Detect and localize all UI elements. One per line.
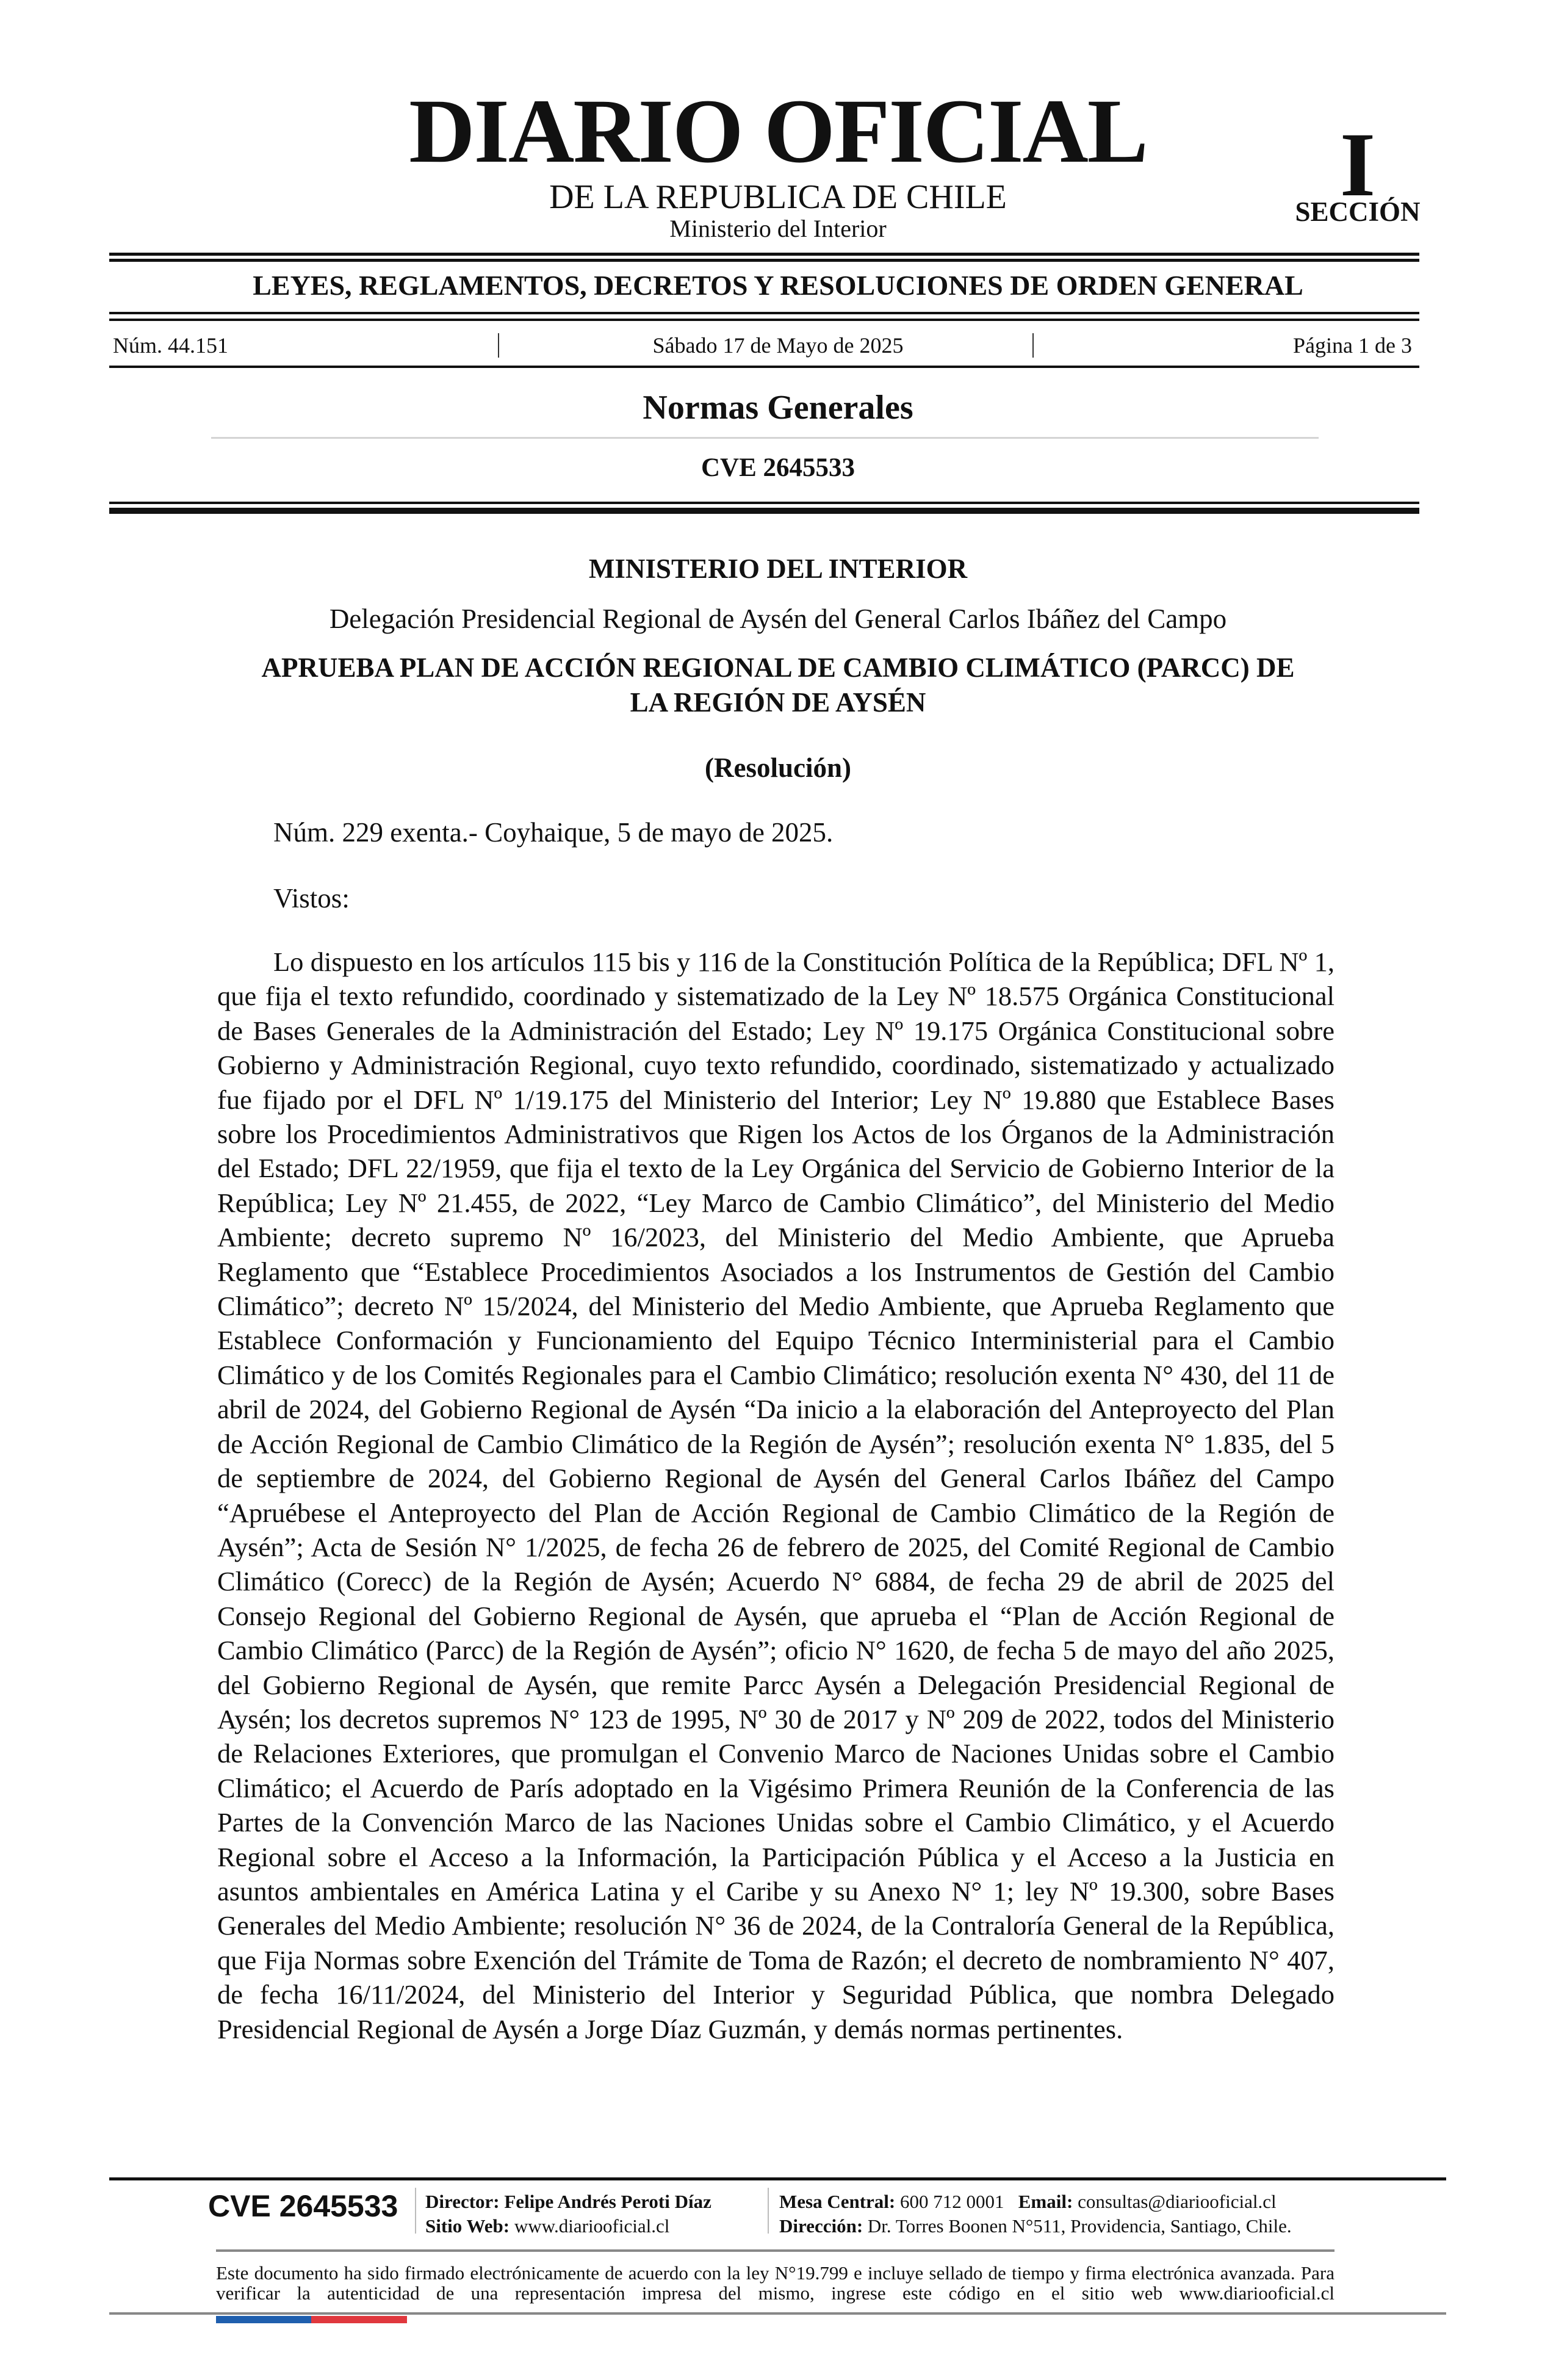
cve-code: CVE 2645533 — [701, 453, 855, 482]
resolution-title-line-1: APRUEBA PLAN DE ACCIÓN REGIONAL DE CAMBIO CLIMÁTICO (PARCC) DE — [261, 652, 1295, 683]
vistos-label: Vistos: — [273, 883, 350, 914]
director-label: Director: — [425, 2191, 500, 2212]
separator — [415, 2188, 416, 2234]
divider — [109, 366, 1419, 368]
section-numeral: I — [1339, 114, 1376, 215]
divider — [109, 502, 1419, 504]
phone: 600 712 0001 — [900, 2191, 1004, 2212]
divider — [109, 319, 1419, 321]
resolution-type: (Resolución) — [705, 752, 851, 783]
issue-date: Sábado 17 de Mayo de 2025 — [652, 333, 904, 358]
divider — [109, 508, 1419, 514]
footer-cve: CVE 2645533 — [208, 2189, 398, 2223]
resolution-title-line-2: LA REGIÓN DE AYSÉN — [630, 687, 926, 718]
flag-stripe-blue — [216, 2316, 311, 2323]
flag-stripe-red — [311, 2316, 407, 2323]
footer-divider — [109, 2312, 1446, 2315]
email-label: Email: — [1018, 2191, 1073, 2212]
masthead-title: DIARIO OFICIAL — [409, 81, 1147, 182]
section-label: SECCIÓN — [1295, 197, 1421, 227]
signature-disclaimer: Este documento ha sido firmado electrónicamente de acuerdo con la ley N°19.799 e incluye sellado de tiempo y firma electrónica avanzada. Para verificar la autenticidad de una representación impresa del mismo, ingrese este código en el sitio web www.diariooficial.cl — [216, 2262, 1334, 2304]
issue-number: Núm. 44.151 — [113, 333, 228, 358]
office-heading: Delegación Presidencial Regional de Aysén del General Carlos Ibáñez del Campo — [329, 604, 1227, 634]
footer-divider — [216, 2249, 1334, 2252]
vistos-paragraph: Lo dispuesto en los artículos 115 bis y 116 de la Constitución Política de la República; DFL Nº 1, que fija el texto refundido, coordinado y sistematizado de la Ley Nº 18.575 Orgánica Constitucional de Bases Generales de la Administración del Estado; Ley Nº 19.175 Orgánica Constitucional sobre Gobierno y Administración Regional, cuyo texto refundido, coordinado, sistematizado y actualizado fue fijado por el DFL Nº 1/19.175 del Ministerio del Interior; Ley Nº 19.880 que Establece Bases sobre los Procedimientos Administrativos que Rigen los Actos de los Órganos de la Administración del Estado; DFL 22/1959, que fija el texto de la Ley Orgánica del Servicio de Gobierno Interior de la República; Ley Nº 21.455, de 2022, “Ley Marco de Cambio Climático”, del Ministerio del Medio Ambiente; decreto supremo Nº 16/2023, del Ministerio del Medio Ambiente, que Aprueba Reglamento que “Establece Procedimientos Asociados a los Instrumentos de Gestión del Cambio Climático”; decreto Nº 15/2024, del Ministerio del Medio Ambiente, que Aprueba Reglamento que Establece Conformación y Funcionamiento del Equipo Técnico Interministerial para el Cambio Climático y de los Comités Regionales para el Cambio Climático; resolución exenta N° 430, del 11 de abril de 2024, del Gobierno Regional de Aysén “Da inicio a la elaboración del Anteproyecto del Plan de Acción Regional de Cambio Climático de la Región de Aysén”; resolución exenta N° 1.835, del 5 de septiembre de 2024, del Gobierno Regional de Aysén del General Carlos Ibáñez del Campo “Apruébese el Anteproyecto del Plan de Acción Regional de Cambio Climático de la Región de Aysén”; Acta de Sesión N° 1/2025, de fecha 26 de febrero de 2025, del Comité Regional de Cambio Climático (Corecc) de la Región de Aysén; Acuerdo N° 6884, de fecha 29 de abril de 2025 del Consejo Regional del Gobierno Regional de Aysén, que aprueba el “Plan de Acción Regional de Cambio Climático (Parcc) de la Región de Aysén”; oficio N° 1620, de fecha 5 de mayo del año 2025, del Gobierno Regional de Aysén, que remite Parcc Aysén a Delegación Presidencial Regional de Aysén; los decretos supremos N° 123 de 1995, Nº 30 de 2017 y Nº 209 de 2022, todos del Ministerio de Relaciones Exteriores, que promulgan el Convenio Marco de Naciones Unidas sobre el Cambio Climático; el Acuerdo de París adoptado en la Vigésimo Primera Reunión de la Conferencia de las Partes de la Convención Marco de las Naciones Unidas sobre el Cambio Climático, y el Acuerdo Regional sobre el Acceso a la Información, la Participación Pública y el Acceso a la Justicia en asuntos ambientales en América Latina y el Caribe y su Anexo N° 1; ley Nº 19.300, sobre Bases Generales del Medio Ambiente; resolución N° 36 de 2024, de la Contraloría General de la República, que Fija Normas sobre Exención del Trámite de Toma de Razón; el decreto de nombramiento N° 407, de fecha 16/11/2024, del Ministerio del Interior y Seguridad Pública, que nombra Delegado Presidencial Regional de Aysén a Jorge Díaz Guzmán, y demás normas pertinentes. — [217, 947, 1334, 2044]
resolution-number-date: Núm. 229 exenta.- Coyhaique, 5 de mayo de 2025. — [273, 817, 834, 848]
section-title: Normas Generales — [643, 389, 913, 427]
email-link[interactable]: consultas@diariooficial.cl — [1078, 2191, 1277, 2212]
separator — [768, 2188, 769, 2234]
divider — [109, 259, 1419, 262]
ministry-heading: MINISTERIO DEL INTERIOR — [588, 554, 968, 584]
page-number: Página 1 de 3 — [1293, 333, 1412, 358]
divider — [109, 312, 1419, 314]
category-heading: LEYES, REGLAMENTOS, DECRETOS Y RESOLUCIONES DE ORDEN GENERAL — [253, 270, 1303, 301]
web-link[interactable]: www.diariooficial.cl — [514, 2215, 670, 2237]
separator — [1032, 333, 1034, 358]
web-label: Sitio Web: — [425, 2215, 510, 2237]
address-label: Dirección: — [779, 2215, 863, 2237]
phone-label: Mesa Central: — [779, 2191, 896, 2212]
footer-divider — [109, 2177, 1446, 2180]
masthead-subtitle: DE LA REPUBLICA DE CHILE — [549, 178, 1007, 216]
masthead-ministry: Ministerio del Interior — [669, 215, 887, 242]
divider — [109, 253, 1419, 256]
director-name: Felipe Andrés Peroti Díaz — [504, 2191, 711, 2212]
address: Dr. Torres Boonen N°511, Providencia, Santiago, Chile. — [867, 2215, 1292, 2237]
divider — [211, 437, 1319, 439]
